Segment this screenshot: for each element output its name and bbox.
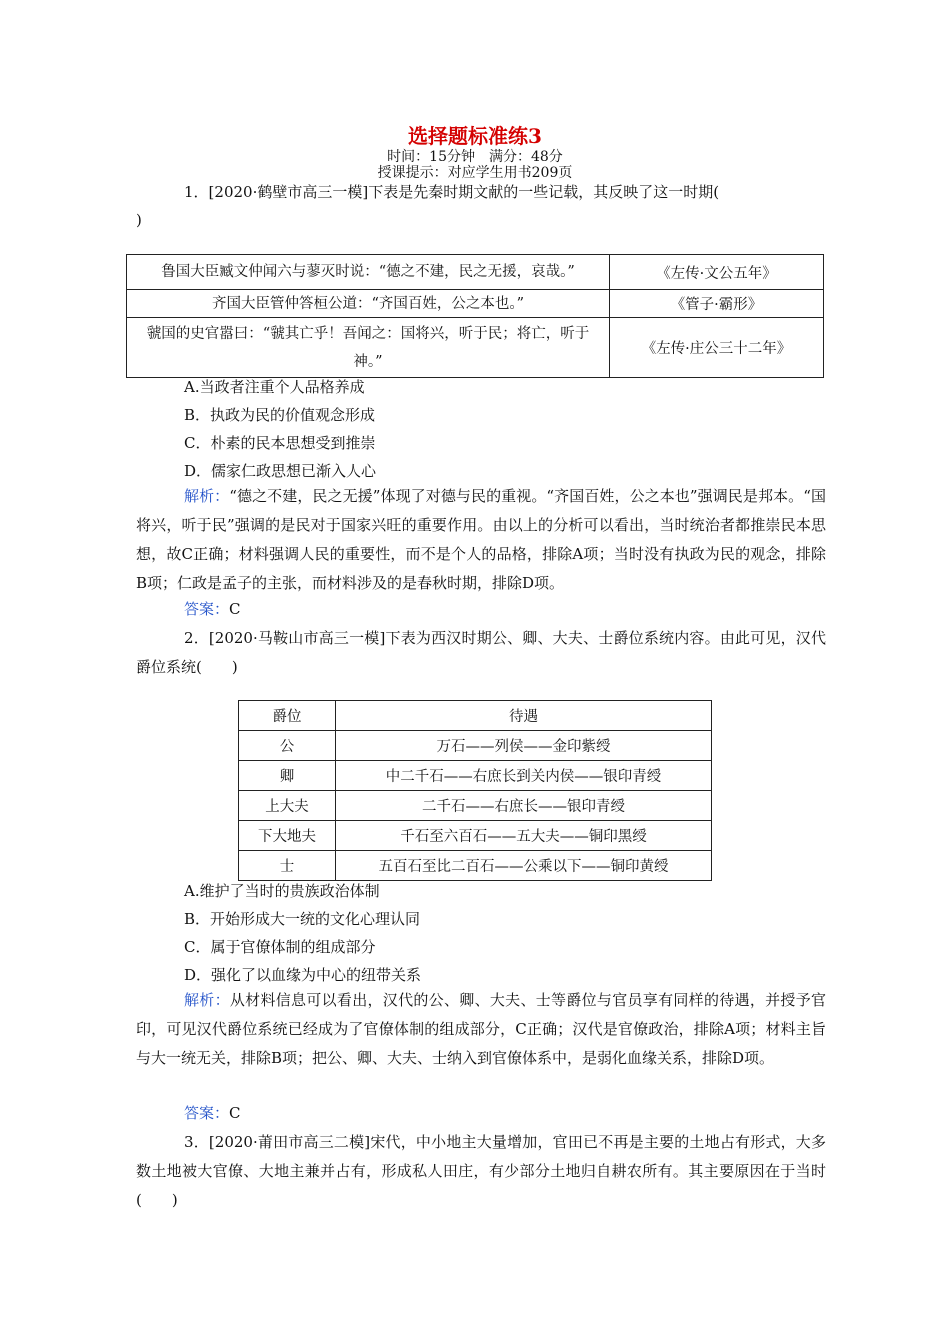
table-cell: 《左传·文公五年》 (610, 255, 824, 290)
q1-option-b: B．执政为民的价值观念形成 (184, 406, 376, 424)
table-cell: 鲁国大臣臧文仲闻六与蓼灭时说：“德之不建，民之无援，哀哉。” (127, 255, 610, 290)
table-row (239, 851, 712, 881)
table-cell: 公 (239, 731, 336, 761)
q1-answer (184, 599, 241, 619)
header-cell: 爵位 (239, 701, 336, 731)
table-cell: 士 (239, 851, 336, 881)
answer-label: 答案： (184, 600, 230, 618)
table-row (239, 821, 712, 851)
table-cell: 《管子·霸形》 (610, 290, 824, 318)
q2-option-c: C．属于官僚体制的组成部分 (184, 938, 376, 956)
table-row (239, 761, 712, 791)
analysis-text: 从材料信息可以看出，汉代的公、卿、大夫、士等爵位与官员享有同样的待遇，并授予官印，可见汉代爵位系统已经成为了官僚体制的组成部分，C正确；汉代是官僚政治，排除A项；材料主旨与大一统无关，排除B项；把公、卿、大夫、士纳入到官僚体系中，是弱化血缘关系，排除D项。 (136, 991, 826, 1067)
table-row (127, 290, 824, 318)
q3-stem: 3．[2020·莆田市高三二模]宋代，中小地主大量增加，官田已不再是主要的土地占有形式，大多数土地被大官僚、大地主兼并占有，形成私人田庄，有少部分土地归自耕农所有。其主要原因在于当时( ) (136, 1133, 826, 1209)
q1-stem-line1: 1．[2020·鹤壁市高三一模]下表是先秦时期文献的一些记载，其反映了这一时期( (184, 183, 720, 201)
table-cell: 二千石——右庶长——银印青绶 (336, 791, 712, 821)
q2-option-d: D．强化了以血缘为中心的纽带关系 (184, 966, 422, 984)
q2-option-b: B．开始形成大一统的文化心理认同 (184, 910, 421, 928)
q1-option-a: A.当政者注重个人品格养成 (184, 378, 365, 396)
q2-rank-table (238, 700, 712, 881)
table-row (239, 791, 712, 821)
q2-stem: 2．[2020·马鞍山市高三一模]下表为西汉时期公、卿、大夫、士爵位系统内容。由此可见，汉代爵位系统( ) (136, 629, 826, 676)
page-title: 选择题标准练3 (408, 124, 542, 148)
answer-label: 答案： (184, 1104, 230, 1122)
header-cell: 待遇 (336, 701, 712, 731)
q1-analysis (136, 482, 826, 598)
table-row (239, 731, 712, 761)
table-cell: 万石——列侯——金印紫绶 (336, 731, 712, 761)
table-cell: 中二千石——右庶长到关内侯——银印青绶 (336, 761, 712, 791)
q1-option-d: D．儒家仁政思想已渐入人心 (184, 462, 377, 480)
teaching-hint: 授课提示：对应学生用书209页 (377, 165, 573, 181)
table-cell: 下大地夫 (239, 821, 336, 851)
analysis-label: 解析： (184, 487, 230, 505)
q2-analysis (136, 986, 826, 1073)
table-cell: 上大夫 (239, 791, 336, 821)
table-cell: 齐国大臣管仲答桓公道：“齐国百姓，公之本也。” (127, 290, 610, 318)
table-row (127, 318, 824, 378)
table-cell: 《左传·庄公三十二年》 (610, 318, 824, 378)
answer-value: C (229, 600, 241, 618)
q1-stem-line2: ) (136, 211, 142, 229)
table-row (127, 255, 824, 290)
analysis-label: 解析： (184, 991, 230, 1009)
table-cell: 五百石至比二百石——公乘以下——铜印黄绶 (336, 851, 712, 881)
table-header-row (239, 701, 712, 731)
table-cell: 虢国的史官嚣曰：“虢其亡乎！吾闻之：国将兴，听于民；将亡，听于神。” (127, 318, 610, 378)
analysis-text: “德之不建，民之无援”体现了对德与民的重视。“齐国百姓，公之本也”强调民是邦本。“国将兴，听于民”强调的是民对于国家兴旺的重要作用。由以上的分析可以看出，当时统治者都推崇民本思想，故C正确；材料强调人民的重要性，而不是个人的品格，排除A项；当时没有执政为民的观念，排除B项；仁政是孟子的主张，而材料涉及的是春秋时期，排除D项。 (136, 487, 826, 592)
q2-option-a: A.维护了当时的贵族政治体制 (184, 882, 380, 900)
time-info: 时间：15分钟 满分：48分 (387, 149, 563, 165)
table-cell: 卿 (239, 761, 336, 791)
answer-value: C (229, 1104, 241, 1122)
q2-answer (184, 1103, 241, 1123)
table-cell: 千石至六百石——五大夫——铜印黑绶 (336, 821, 712, 851)
q1-option-c: C．朴素的民本思想受到推崇 (184, 434, 376, 452)
q1-source-table (126, 254, 824, 378)
